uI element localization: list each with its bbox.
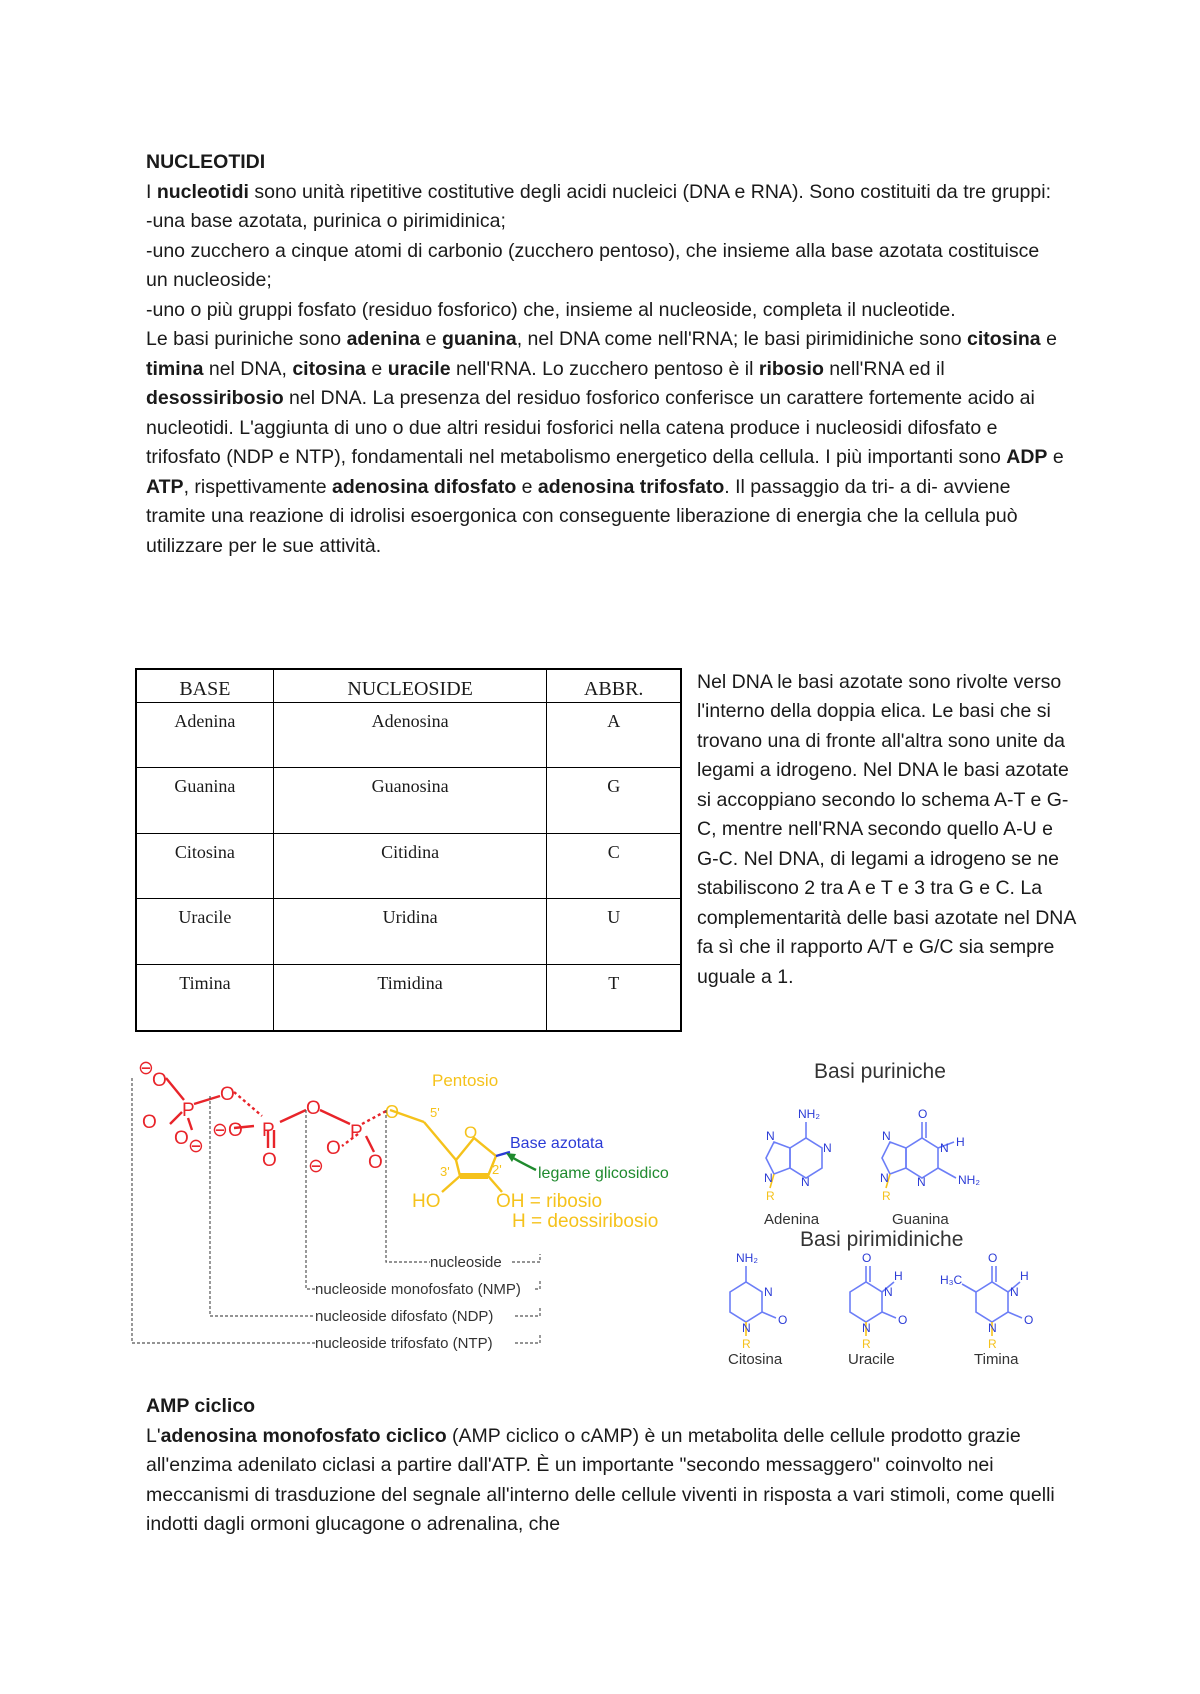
svg-text:⊖: ⊖ (308, 1156, 324, 1177)
text-run: e (1047, 446, 1064, 468)
nmp-label: nucleoside monofosfato (NMP) (315, 1281, 521, 1298)
svg-text:N: N (742, 1321, 751, 1335)
adenina-label: Adenina (764, 1211, 820, 1228)
svg-text:HO: HO (412, 1191, 441, 1212)
svg-text:R: R (742, 1337, 751, 1351)
svg-text:O: O (1024, 1313, 1034, 1327)
table-cell: Uracile (136, 899, 273, 964)
list-item: -uno zucchero a cinque atomi di carbonio (zucchero pentoso), che insieme alla base azotata costituisce un nucleoside; (146, 239, 1040, 291)
svg-text:P: P (182, 1100, 195, 1121)
svg-text:H: H (1020, 1269, 1029, 1283)
base-pairing-paragraph: Nel DNA le basi azotate sono rivolte verso l'interno della doppia elica. Le basi che si trovano una di fronte all'altra sono unite da legami a idrogeno. Nel DNA le basi azotate si accoppiano secondo lo schema A-T e G-C, mentre nell'RNA secondo quello A-U e G-C. Nel DNA, di legami a idrogeno se ne stabiliscono 2 tra A e T e 3 tra G e C. La complementarità delle basi azotate nel DNA fa sì che il rapporto A/T e G/C sia sempre uguale a 1. (697, 670, 1076, 988)
table-cell: Citidina (273, 833, 547, 898)
table-cell: G (547, 768, 681, 833)
svg-text:O: O (918, 1107, 928, 1121)
svg-text:O: O (385, 1102, 400, 1122)
camp-section (146, 1392, 1066, 1540)
phosphate-labels (138, 1058, 383, 1177)
table-header: NUCLEOSIDE (273, 669, 547, 703)
table-cell: Adenina (136, 703, 273, 768)
bold-term: adenina (346, 328, 421, 350)
ndp-label: nucleoside difosfato (NDP) (315, 1308, 494, 1325)
table-cell: C (547, 833, 681, 898)
deossiribosio-label: H = deossiribosio (512, 1211, 659, 1232)
text-run: , nel DNA come nell'RNA; le basi pirimidiniche sono (516, 328, 967, 350)
bold-term: citosina (966, 328, 1041, 350)
svg-text:O: O (306, 1098, 321, 1119)
svg-text:R: R (862, 1337, 871, 1351)
bold-term: guanina (441, 328, 517, 350)
svg-text:⊖: ⊖ (138, 1058, 154, 1079)
text-run: e (366, 357, 388, 380)
cytosine-structure (730, 1266, 776, 1336)
bold-term: ribosio (758, 357, 824, 380)
bold-term: timina (146, 357, 204, 380)
svg-text:N: N (1010, 1285, 1019, 1299)
table-row (136, 833, 681, 898)
bold-term: ADP (1006, 446, 1048, 468)
svg-text:R: R (988, 1337, 997, 1351)
svg-text:O: O (368, 1152, 383, 1173)
pentosio-label: Pentosio (432, 1071, 499, 1090)
svg-text:2': 2' (492, 1162, 502, 1177)
text-run: I (146, 180, 157, 203)
text-run: e (420, 328, 442, 350)
svg-text:O: O (228, 1120, 243, 1141)
section-heading-amp-ciclico: AMP ciclico (146, 1395, 256, 1417)
bases-table (135, 668, 682, 1032)
list-item: -uno o più gruppi fosfato (residuo fosforico) che, insieme al nucleoside, completa il nucleotide. (146, 298, 956, 321)
table-cell: Uridina (273, 899, 547, 964)
svg-text:R: R (766, 1189, 775, 1203)
intro-paragraph (146, 178, 1066, 208)
bold-term: nucleotidi (156, 180, 249, 203)
bold-term: citosina (292, 357, 366, 380)
text-run: nell'RNA. Lo zucchero pentoso è il (450, 357, 759, 380)
svg-text:H: H (956, 1135, 965, 1149)
svg-text:P: P (350, 1122, 363, 1143)
text-run: Le basi puriniche sono (146, 328, 347, 350)
table-cell: Adenosina (273, 703, 547, 768)
svg-text:O: O (778, 1313, 788, 1327)
svg-text:O: O (326, 1138, 341, 1159)
guanine-atoms (880, 1107, 980, 1189)
guanina-label: Guanina (892, 1211, 949, 1228)
list-item: -una base azotata, purinica o pirimidinica; (146, 210, 506, 232)
table-cell: U (547, 899, 681, 964)
svg-text:H: H (894, 1269, 903, 1283)
svg-text:N: N (862, 1321, 871, 1335)
bold-term: adenosina difosfato (332, 475, 517, 498)
svg-text:NH₂: NH₂ (736, 1251, 758, 1265)
svg-text:O: O (152, 1070, 167, 1091)
basi-puriniche-label: Basi puriniche (814, 1060, 946, 1083)
text-run: e (516, 475, 538, 498)
table-cell: T (547, 964, 681, 1031)
text-run: e (1040, 328, 1057, 350)
text-run: nel DNA. La presenza del residuo fosforico conferisce un carattere fortemente acido ai nucleotidi. L'aggiunta di uno o due altri residui fosforici nella catena produce i nucleosidi difosfato e trifosfato (NDP e NTP), fondamentali nel metabolismo energetico della cellula. I più importanti sono (146, 387, 1035, 468)
bold-term: adenosina trifosfato (537, 475, 725, 498)
svg-text:N: N (880, 1171, 889, 1185)
svg-text:O: O (142, 1112, 157, 1133)
legame-glicosidico-label: legame glicosidico (538, 1165, 669, 1182)
sugar-ring (390, 1110, 502, 1192)
table-cell: Guanina (136, 768, 273, 833)
svg-text:NH₂: NH₂ (798, 1107, 820, 1121)
bases-paragraph (146, 325, 1066, 561)
table-header: BASE (136, 669, 273, 703)
bold-term: uracile (387, 357, 451, 380)
table-row (136, 703, 681, 768)
text-run: (AMP ciclico o cAMP) è un metabolita delle cellule prodotto grazie all'enzima adenilato ciclasi a partire dall'ATP. È un importante "secondo messaggero" coinvolto nei meccanismi di trasduzione del segnale all'interno delle cellule viventi in risposta a vari stimoli, come quelli indotti dagli ormoni glucagone o adrenalina, che (146, 1424, 1055, 1535)
svg-text:N: N (884, 1285, 893, 1299)
camp-paragraph (146, 1422, 1066, 1540)
text-run: , rispettivamente (183, 475, 333, 498)
timina-label: Timina (974, 1351, 1019, 1368)
ntp-label: nucleoside trifosfato (NTP) (315, 1335, 493, 1352)
table-cell: Timidina (273, 964, 547, 1031)
text-run: L' (146, 1424, 161, 1447)
table-cell: Guanosina (273, 768, 547, 833)
svg-text:N: N (988, 1321, 997, 1335)
svg-text:O: O (988, 1251, 998, 1265)
svg-text:⊖: ⊖ (212, 1120, 228, 1141)
svg-text:N: N (801, 1175, 810, 1189)
svg-text:O: O (898, 1313, 908, 1327)
base-attachment (496, 1135, 669, 1182)
table-header: ABBR. (547, 669, 681, 703)
bold-term: desossiribosio (146, 387, 284, 409)
text-run: sono unità ripetitive costitutive degli acidi nucleici (DNA e RNA). Sono costituiti da tre gruppi: (248, 180, 1051, 203)
bold-term: ATP (146, 475, 184, 498)
svg-text:N: N (940, 1141, 949, 1155)
nucleotide-diagram (130, 1052, 1090, 1372)
svg-text:5': 5' (430, 1105, 440, 1120)
svg-text:O: O (220, 1084, 235, 1105)
uracil-structure (850, 1266, 896, 1336)
svg-text:R: R (882, 1189, 891, 1203)
svg-text:N: N (764, 1285, 773, 1299)
text-run: nel DNA, (203, 357, 293, 380)
svg-text:N: N (823, 1141, 832, 1155)
svg-text:NH₂: NH₂ (958, 1173, 980, 1187)
svg-text:N: N (764, 1171, 773, 1185)
table-header-row (136, 669, 681, 703)
table-row (136, 964, 681, 1031)
section-heading-nucleotidi: NUCLEOTIDI (146, 151, 266, 173)
table-row (136, 899, 681, 964)
citosina-label: Citosina (728, 1351, 783, 1368)
svg-text:O: O (174, 1128, 189, 1149)
base-azotata-label: Base azotata (510, 1135, 604, 1152)
nucleoside-label: nucleoside (430, 1254, 502, 1271)
svg-text:O: O (464, 1123, 478, 1142)
pyrimidine-bases (728, 1228, 1033, 1368)
ribosio-label: OH = ribosio (496, 1191, 603, 1212)
text-run: . Il passaggio da tri- a di- avviene tramite una reazione di idrolisi esoergonica con conseguente liberazione di energia che la cellula può utilizzare per le sue attività. (146, 475, 1018, 557)
svg-text:N: N (766, 1129, 775, 1143)
table-row (136, 768, 681, 833)
uracile-label: Uracile (848, 1351, 895, 1368)
svg-text:3': 3' (440, 1164, 450, 1179)
text-run: nell'RNA ed il (823, 357, 945, 380)
thymine-atoms (940, 1251, 1033, 1335)
svg-text:N: N (917, 1175, 926, 1189)
svg-text:O: O (862, 1251, 872, 1265)
uracil-atoms (862, 1251, 907, 1335)
svg-text:O: O (262, 1150, 277, 1171)
table-cell: Timina (136, 964, 273, 1031)
table-cell: A (547, 703, 681, 768)
svg-text:H₃C: H₃C (940, 1273, 963, 1287)
nucleotide-bracket-labels (315, 1254, 521, 1352)
svg-text:P: P (262, 1120, 275, 1141)
intro-section (146, 148, 1066, 561)
nucleotide-figure (130, 1052, 1090, 1372)
svg-text:N: N (882, 1129, 891, 1143)
purine-bases (764, 1060, 980, 1228)
bold-term: adenosina monofosfato ciclico (160, 1424, 447, 1447)
svg-text:⊖: ⊖ (188, 1136, 204, 1157)
table-cell: Citosina (136, 833, 273, 898)
basi-pirimidiniche-label: Basi pirimidiniche (800, 1228, 964, 1251)
